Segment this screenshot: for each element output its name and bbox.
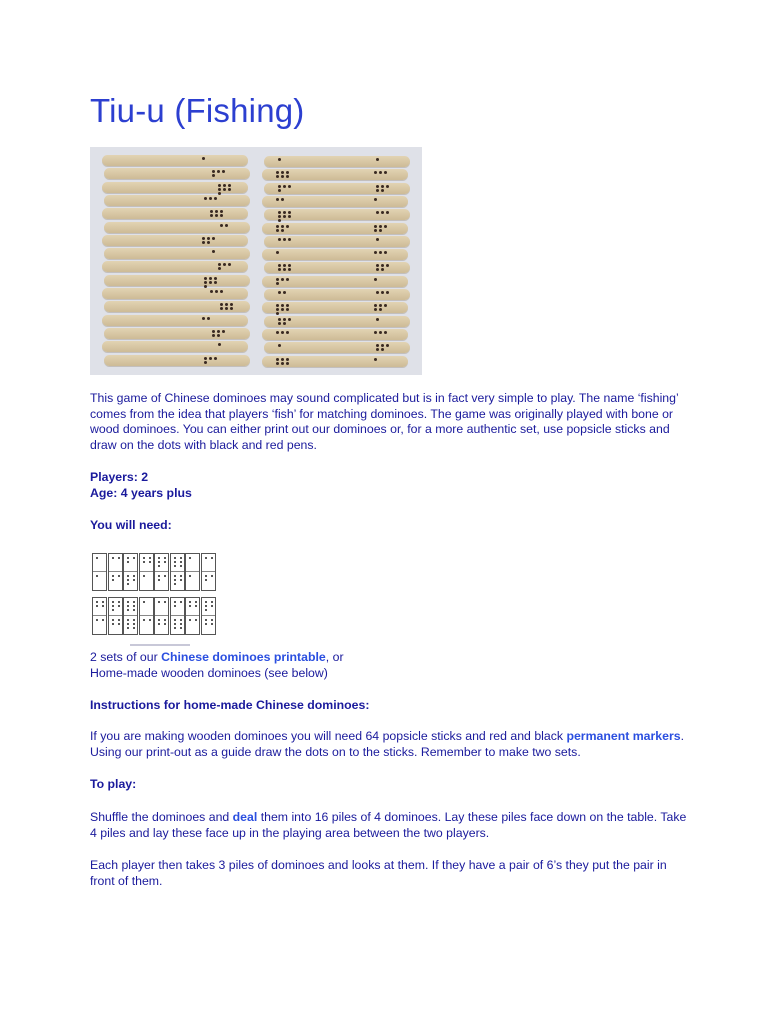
domino-pip bbox=[374, 331, 377, 334]
domino-pip bbox=[281, 278, 284, 281]
permanent-markers-link[interactable]: permanent markers bbox=[566, 729, 681, 743]
age-line: Age: 4 years plus bbox=[90, 486, 192, 500]
play-p1-prefix: Shuffle the dominoes and bbox=[90, 810, 233, 824]
need-item-prefix: 2 sets of our bbox=[90, 650, 162, 664]
domino-pip bbox=[283, 185, 286, 188]
domino-pip bbox=[276, 312, 279, 315]
domino-pip bbox=[218, 184, 221, 187]
domino-pip bbox=[278, 189, 281, 192]
domino-pip bbox=[214, 357, 217, 360]
dominoes-printable-thumbnail bbox=[92, 553, 220, 641]
to-play-heading: To play: bbox=[90, 777, 137, 791]
domino-pip bbox=[376, 318, 379, 321]
domino-pip bbox=[283, 291, 286, 294]
domino-pip bbox=[281, 331, 284, 334]
popsicle-stick bbox=[104, 301, 250, 312]
domino-pip bbox=[278, 158, 281, 161]
need-item-suffix: , or bbox=[325, 650, 344, 664]
page-title: Tiu-u (Fishing) bbox=[90, 92, 305, 129]
domino-tile bbox=[123, 553, 138, 591]
domino-pip bbox=[214, 197, 217, 200]
domino-pip bbox=[288, 318, 291, 321]
domino-pip bbox=[379, 225, 382, 228]
domino-pip bbox=[223, 188, 226, 191]
domino-pip bbox=[210, 290, 213, 293]
domino-pip bbox=[204, 197, 207, 200]
domino-pip bbox=[283, 238, 286, 241]
domino-pip bbox=[276, 229, 279, 232]
domino-pip bbox=[204, 361, 207, 364]
domino-pip bbox=[222, 330, 225, 333]
popsicle-stick bbox=[264, 316, 410, 327]
domino-pip bbox=[278, 185, 281, 188]
domino-tile bbox=[170, 597, 185, 635]
domino-pip bbox=[384, 225, 387, 228]
domino-pip bbox=[202, 241, 205, 244]
domino-tile bbox=[92, 553, 107, 591]
domino-pip bbox=[204, 277, 207, 280]
play-p1-suffix: them into 16 piles of 4 dominoes. Lay these piles face down on the table. Take 4 piles and lay these face up in the playing area between the two players. bbox=[90, 810, 687, 840]
popsicle-stick bbox=[104, 248, 250, 259]
need-item-wooden: Home-made wooden dominoes (see below) bbox=[90, 666, 328, 680]
domino-tile bbox=[170, 553, 185, 591]
domino-tile bbox=[108, 553, 123, 591]
popsicle-stick bbox=[102, 155, 248, 166]
domino-pip bbox=[276, 198, 279, 201]
domino-tile bbox=[92, 597, 107, 635]
domino-pip bbox=[286, 331, 289, 334]
domino-pip bbox=[376, 158, 379, 161]
domino-pip bbox=[374, 229, 377, 232]
popsicle-stick bbox=[102, 182, 248, 193]
popsicle-stick bbox=[264, 156, 410, 167]
domino-pip bbox=[207, 317, 210, 320]
domino-pip bbox=[209, 357, 212, 360]
domino-pip bbox=[228, 184, 231, 187]
domino-pip bbox=[384, 331, 387, 334]
domino-pip bbox=[212, 330, 215, 333]
domino-tile bbox=[154, 553, 169, 591]
popsicle-stick bbox=[102, 208, 248, 219]
domino-pip bbox=[202, 157, 205, 160]
domino-pip bbox=[276, 278, 279, 281]
deal-link[interactable]: deal bbox=[232, 810, 258, 824]
domino-pip bbox=[220, 224, 223, 227]
instructions-suffix: . Using our print-out as a guide draw the dots on to the sticks. Remember to make two sets. bbox=[90, 729, 685, 759]
play-paragraph-2: Each player then takes 3 piles of dominoes and looks at them. If they have a pair of 6’s they put the pair in front of them. bbox=[90, 858, 667, 888]
instructions-heading: Instructions for home-made Chinese dominoes: bbox=[90, 698, 370, 712]
domino-pip bbox=[381, 185, 384, 188]
domino-pip bbox=[278, 219, 281, 222]
domino-pip bbox=[286, 362, 289, 365]
domino-pip bbox=[204, 281, 207, 284]
domino-tile bbox=[139, 553, 154, 591]
domino-pip bbox=[276, 282, 279, 285]
domino-pip bbox=[381, 291, 384, 294]
popsicle-stick bbox=[104, 355, 250, 366]
domino-pip bbox=[278, 318, 281, 321]
popsicle-stick bbox=[102, 288, 248, 299]
domino-pip bbox=[376, 189, 379, 192]
instructions-prefix: If you are making wooden dominoes you will need 64 popsicle sticks and red and black bbox=[90, 729, 567, 743]
domino-pip bbox=[209, 197, 212, 200]
domino-pip bbox=[281, 225, 284, 228]
domino-tile bbox=[201, 553, 216, 591]
domino-pip bbox=[376, 291, 379, 294]
domino-pip bbox=[288, 185, 291, 188]
domino-tile bbox=[139, 597, 154, 635]
domino-pip bbox=[207, 237, 210, 240]
domino-pip bbox=[376, 238, 379, 241]
popsicle-stick bbox=[262, 196, 408, 207]
domino-pip bbox=[286, 358, 289, 361]
domino-pip bbox=[288, 238, 291, 241]
popsicle-stick bbox=[102, 341, 248, 352]
popsicle-stick bbox=[104, 195, 250, 206]
you-will-need-heading: You will need: bbox=[90, 518, 172, 532]
domino-pip bbox=[381, 189, 384, 192]
domino-pip bbox=[212, 334, 215, 337]
domino-pip bbox=[386, 291, 389, 294]
domino-pip bbox=[386, 185, 389, 188]
domino-tile bbox=[108, 597, 123, 635]
domino-pip bbox=[215, 290, 218, 293]
domino-pip bbox=[281, 362, 284, 365]
domino-pip bbox=[276, 358, 279, 361]
chinese-dominoes-printable-link[interactable]: Chinese dominoes printable bbox=[161, 650, 326, 664]
domino-pip bbox=[379, 229, 382, 232]
popsicle-stick bbox=[104, 328, 250, 339]
popsicle-stick bbox=[264, 236, 410, 247]
domino-pip bbox=[379, 331, 382, 334]
need-item-printable bbox=[90, 650, 690, 666]
popsicle-stick bbox=[102, 235, 248, 246]
domino-pip bbox=[218, 188, 221, 191]
domino-pip bbox=[276, 225, 279, 228]
domino-tile bbox=[154, 597, 169, 635]
domino-pip bbox=[374, 358, 377, 361]
domino-pip bbox=[283, 322, 286, 325]
domino-pip bbox=[276, 331, 279, 334]
domino-pip bbox=[281, 358, 284, 361]
domino-pip bbox=[276, 362, 279, 365]
domino-pip bbox=[202, 317, 205, 320]
intro-paragraph: This game of Chinese dominoes may sound complicated but is in fact very simple to play. The name ‘fishing’ comes from the idea that players ‘fish’ for matching dominoes. The game was originally played with bone or wood dominoes. You can either print out our dominoes or, for a more authentic set, use popsicle sticks and draw on the dots with black and red pens. bbox=[90, 391, 679, 453]
domino-pip bbox=[374, 278, 377, 281]
popsicle-stick bbox=[102, 261, 248, 272]
domino-pip bbox=[278, 291, 281, 294]
popsicle-stick-dominoes-photo bbox=[90, 147, 422, 375]
popsicle-stick bbox=[104, 275, 250, 286]
domino-pip bbox=[283, 318, 286, 321]
domino-pip bbox=[217, 334, 220, 337]
domino-pip bbox=[225, 224, 228, 227]
domino-pip bbox=[202, 237, 205, 240]
domino-pip bbox=[281, 198, 284, 201]
domino-tile bbox=[201, 597, 216, 635]
domino-pip bbox=[374, 225, 377, 228]
domino-tile bbox=[185, 597, 200, 635]
players-line: Players: 2 bbox=[90, 470, 149, 484]
popsicle-stick bbox=[104, 222, 250, 233]
popsicle-stick bbox=[262, 356, 408, 367]
domino-pip bbox=[207, 241, 210, 244]
domino-pip bbox=[214, 281, 217, 284]
domino-pip bbox=[286, 225, 289, 228]
play-paragraph-1 bbox=[90, 810, 690, 841]
domino-pip bbox=[209, 281, 212, 284]
popsicle-stick bbox=[104, 168, 250, 179]
domino-tile bbox=[185, 553, 200, 591]
domino-pip bbox=[228, 188, 231, 191]
domino-pip bbox=[204, 357, 207, 360]
domino-pip bbox=[212, 237, 215, 240]
domino-pip bbox=[376, 185, 379, 188]
thumbnail-caption bbox=[130, 644, 190, 646]
domino-tile bbox=[123, 597, 138, 635]
instructions-paragraph bbox=[90, 729, 690, 760]
domino-pip bbox=[278, 238, 281, 241]
domino-pip bbox=[374, 198, 377, 201]
popsicle-stick bbox=[262, 276, 408, 287]
domino-pip bbox=[286, 278, 289, 281]
domino-pip bbox=[217, 330, 220, 333]
domino-pip bbox=[281, 229, 284, 232]
popsicle-stick bbox=[102, 315, 248, 326]
domino-pip bbox=[278, 322, 281, 325]
domino-pip bbox=[209, 277, 212, 280]
domino-pip bbox=[214, 277, 217, 280]
domino-pip bbox=[223, 184, 226, 187]
domino-pip bbox=[220, 290, 223, 293]
